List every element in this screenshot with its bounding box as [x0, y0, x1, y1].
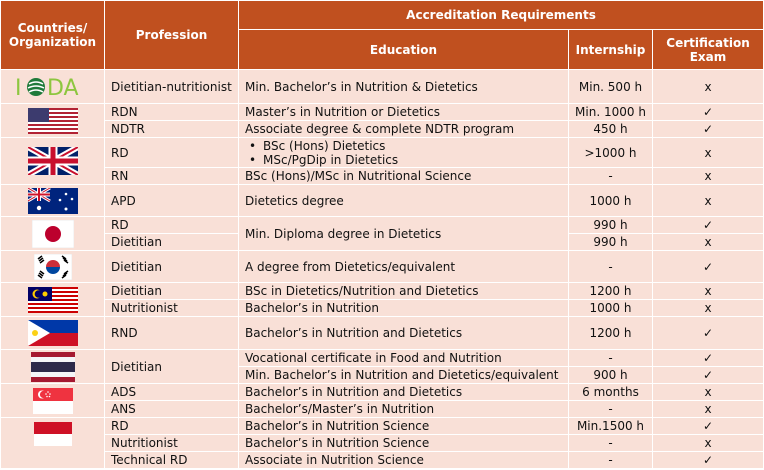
- japan-flag-cell: [1, 217, 105, 251]
- certification-cell: x: [653, 401, 764, 418]
- internship-cell: 1000 h: [569, 185, 653, 217]
- thailand-flag-icon: [31, 352, 75, 382]
- certification-cell: x: [653, 234, 764, 251]
- profession-cell: RD: [105, 217, 239, 234]
- profession-cell: RD: [105, 418, 239, 435]
- education-cell: BSc in Dietetics/Nutrition and Dietetics: [239, 283, 569, 300]
- korea-flag-icon: [34, 254, 72, 280]
- education-cell: Min. Bachelor’s in Nutrition and Dietetics/equivalent: [239, 367, 569, 384]
- profession-cell: ADS: [105, 384, 239, 401]
- philippines-flag-cell: [1, 317, 105, 350]
- profession-cell: Dietitian: [105, 251, 239, 283]
- education-cell: Associate degree & complete NDTR program: [239, 121, 569, 138]
- usa-flag-icon: [28, 108, 78, 134]
- icda-logo-letter-i: I: [14, 75, 21, 99]
- education-cell: Bachelor’s/Master’s in Nutrition: [239, 401, 569, 418]
- certification-cell: x: [653, 300, 764, 317]
- internship-cell: 450 h: [569, 121, 653, 138]
- education-cell: Bachelor’s in Nutrition: [239, 300, 569, 317]
- header-profession: Profession: [105, 1, 239, 70]
- icda-logo: [15, 75, 91, 99]
- internship-cell: 1200 h: [569, 317, 653, 350]
- australia-flag-icon: [28, 188, 78, 214]
- profession-cell: RND: [105, 317, 239, 350]
- certification-cell: ✓: [653, 104, 764, 121]
- education-bullet-item: • MSc/PgDip in Dietetics: [245, 153, 562, 167]
- profession-cell: Dietitian-nutritionist: [105, 70, 239, 104]
- education-cell: Bachelor’s in Nutrition and Dietetics: [239, 317, 569, 350]
- profession-cell: Dietitian: [105, 234, 239, 251]
- internship-cell: 6 months: [569, 384, 653, 401]
- education-cell: Bachelor’s in Nutrition Science: [239, 418, 569, 435]
- profession-cell: RD: [105, 138, 239, 168]
- certification-cell: ✓: [653, 350, 764, 367]
- education-bullet-item: • BSc (Hons) Dietetics: [245, 139, 562, 153]
- certification-cell: ✓: [653, 217, 764, 234]
- korea-flag-cell: [1, 251, 105, 283]
- profession-cell: ANS: [105, 401, 239, 418]
- internship-cell: -: [569, 350, 653, 367]
- certification-cell: ✓: [653, 121, 764, 138]
- uk-flag-icon: [28, 147, 78, 175]
- certification-cell: ✓: [653, 418, 764, 435]
- profession-cell: APD: [105, 185, 239, 217]
- profession-cell: Technical RD: [105, 452, 239, 469]
- certification-cell: x: [653, 283, 764, 300]
- profession-cell: RN: [105, 168, 239, 185]
- education-cell: BSc (Hons)/MSc in Nutritional Science: [239, 168, 569, 185]
- indonesia-flag-cell: [1, 418, 105, 469]
- profession-cell: Nutritionist: [105, 435, 239, 452]
- education-cell: [239, 138, 569, 168]
- profession-cell: NDTR: [105, 121, 239, 138]
- australia-flag-cell: [1, 185, 105, 217]
- thailand-flag-cell: [1, 350, 105, 384]
- internship-cell: -: [569, 168, 653, 185]
- certification-cell: x: [653, 70, 764, 104]
- japan-flag-icon: [32, 220, 74, 248]
- singapore-flag-icon: [33, 388, 73, 414]
- profession-cell: RDN: [105, 104, 239, 121]
- certification-cell: ✓: [653, 367, 764, 384]
- icda-logo-letters: DA: [46, 75, 79, 99]
- header-certification: Certification Exam: [653, 30, 764, 70]
- profession-cell: Dietitian: [105, 283, 239, 300]
- internship-cell: 990 h: [569, 217, 653, 234]
- header-accreditation: Accreditation Requirements: [239, 1, 764, 30]
- singapore-flag-cell: [1, 384, 105, 418]
- profession-cell: Nutritionist: [105, 300, 239, 317]
- indonesia-flag-icon: [34, 422, 72, 446]
- education-cell: Bachelor’s in Nutrition and Dietetics: [239, 384, 569, 401]
- internship-cell: -: [569, 251, 653, 283]
- education-cell: A degree from Dietetics/equivalent: [239, 251, 569, 283]
- education-cell: Dietetics degree: [239, 185, 569, 217]
- malaysia-flag-icon: [28, 287, 78, 313]
- internship-cell: Min. 1000 h: [569, 104, 653, 121]
- malaysia-flag-cell: [1, 283, 105, 317]
- certification-cell: x: [653, 435, 764, 452]
- education-cell: Min. Bachelor’s in Nutrition & Dietetics: [239, 70, 569, 104]
- certification-cell: x: [653, 185, 764, 217]
- uk-flag-cell: [1, 138, 105, 185]
- certification-cell: ✓: [653, 251, 764, 283]
- education-cell: Vocational certificate in Food and Nutrition: [239, 350, 569, 367]
- internship-cell: >1000 h: [569, 138, 653, 168]
- internship-cell: Min.1500 h: [569, 418, 653, 435]
- profession-cell: Dietitian: [105, 350, 239, 384]
- internship-cell: -: [569, 435, 653, 452]
- philippines-flag-icon: [28, 320, 78, 346]
- internship-cell: Min. 500 h: [569, 70, 653, 104]
- certification-cell: ✓: [653, 452, 764, 469]
- education-cell: Bachelor’s in Nutrition Science: [239, 435, 569, 452]
- header-countries: Countries/ Organization: [1, 1, 105, 70]
- internship-cell: 900 h: [569, 367, 653, 384]
- internship-cell: 990 h: [569, 234, 653, 251]
- header-internship: Internship: [569, 30, 653, 70]
- certification-cell: ✓: [653, 317, 764, 350]
- internship-cell: -: [569, 401, 653, 418]
- certification-cell: x: [653, 384, 764, 401]
- internship-cell: 1000 h: [569, 300, 653, 317]
- internship-cell: 1200 h: [569, 283, 653, 300]
- certification-cell: x: [653, 168, 764, 185]
- certification-cell: x: [653, 138, 764, 168]
- education-cell: Min. Diploma degree in Dietetics: [239, 217, 569, 251]
- education-cell: Master’s in Nutrition or Dietetics: [239, 104, 569, 121]
- header-education: Education: [239, 30, 569, 70]
- usa-flag-cell: [1, 104, 105, 138]
- icda-logo-cell: [1, 70, 105, 104]
- education-cell: Associate in Nutrition Science: [239, 452, 569, 469]
- internship-cell: -: [569, 452, 653, 469]
